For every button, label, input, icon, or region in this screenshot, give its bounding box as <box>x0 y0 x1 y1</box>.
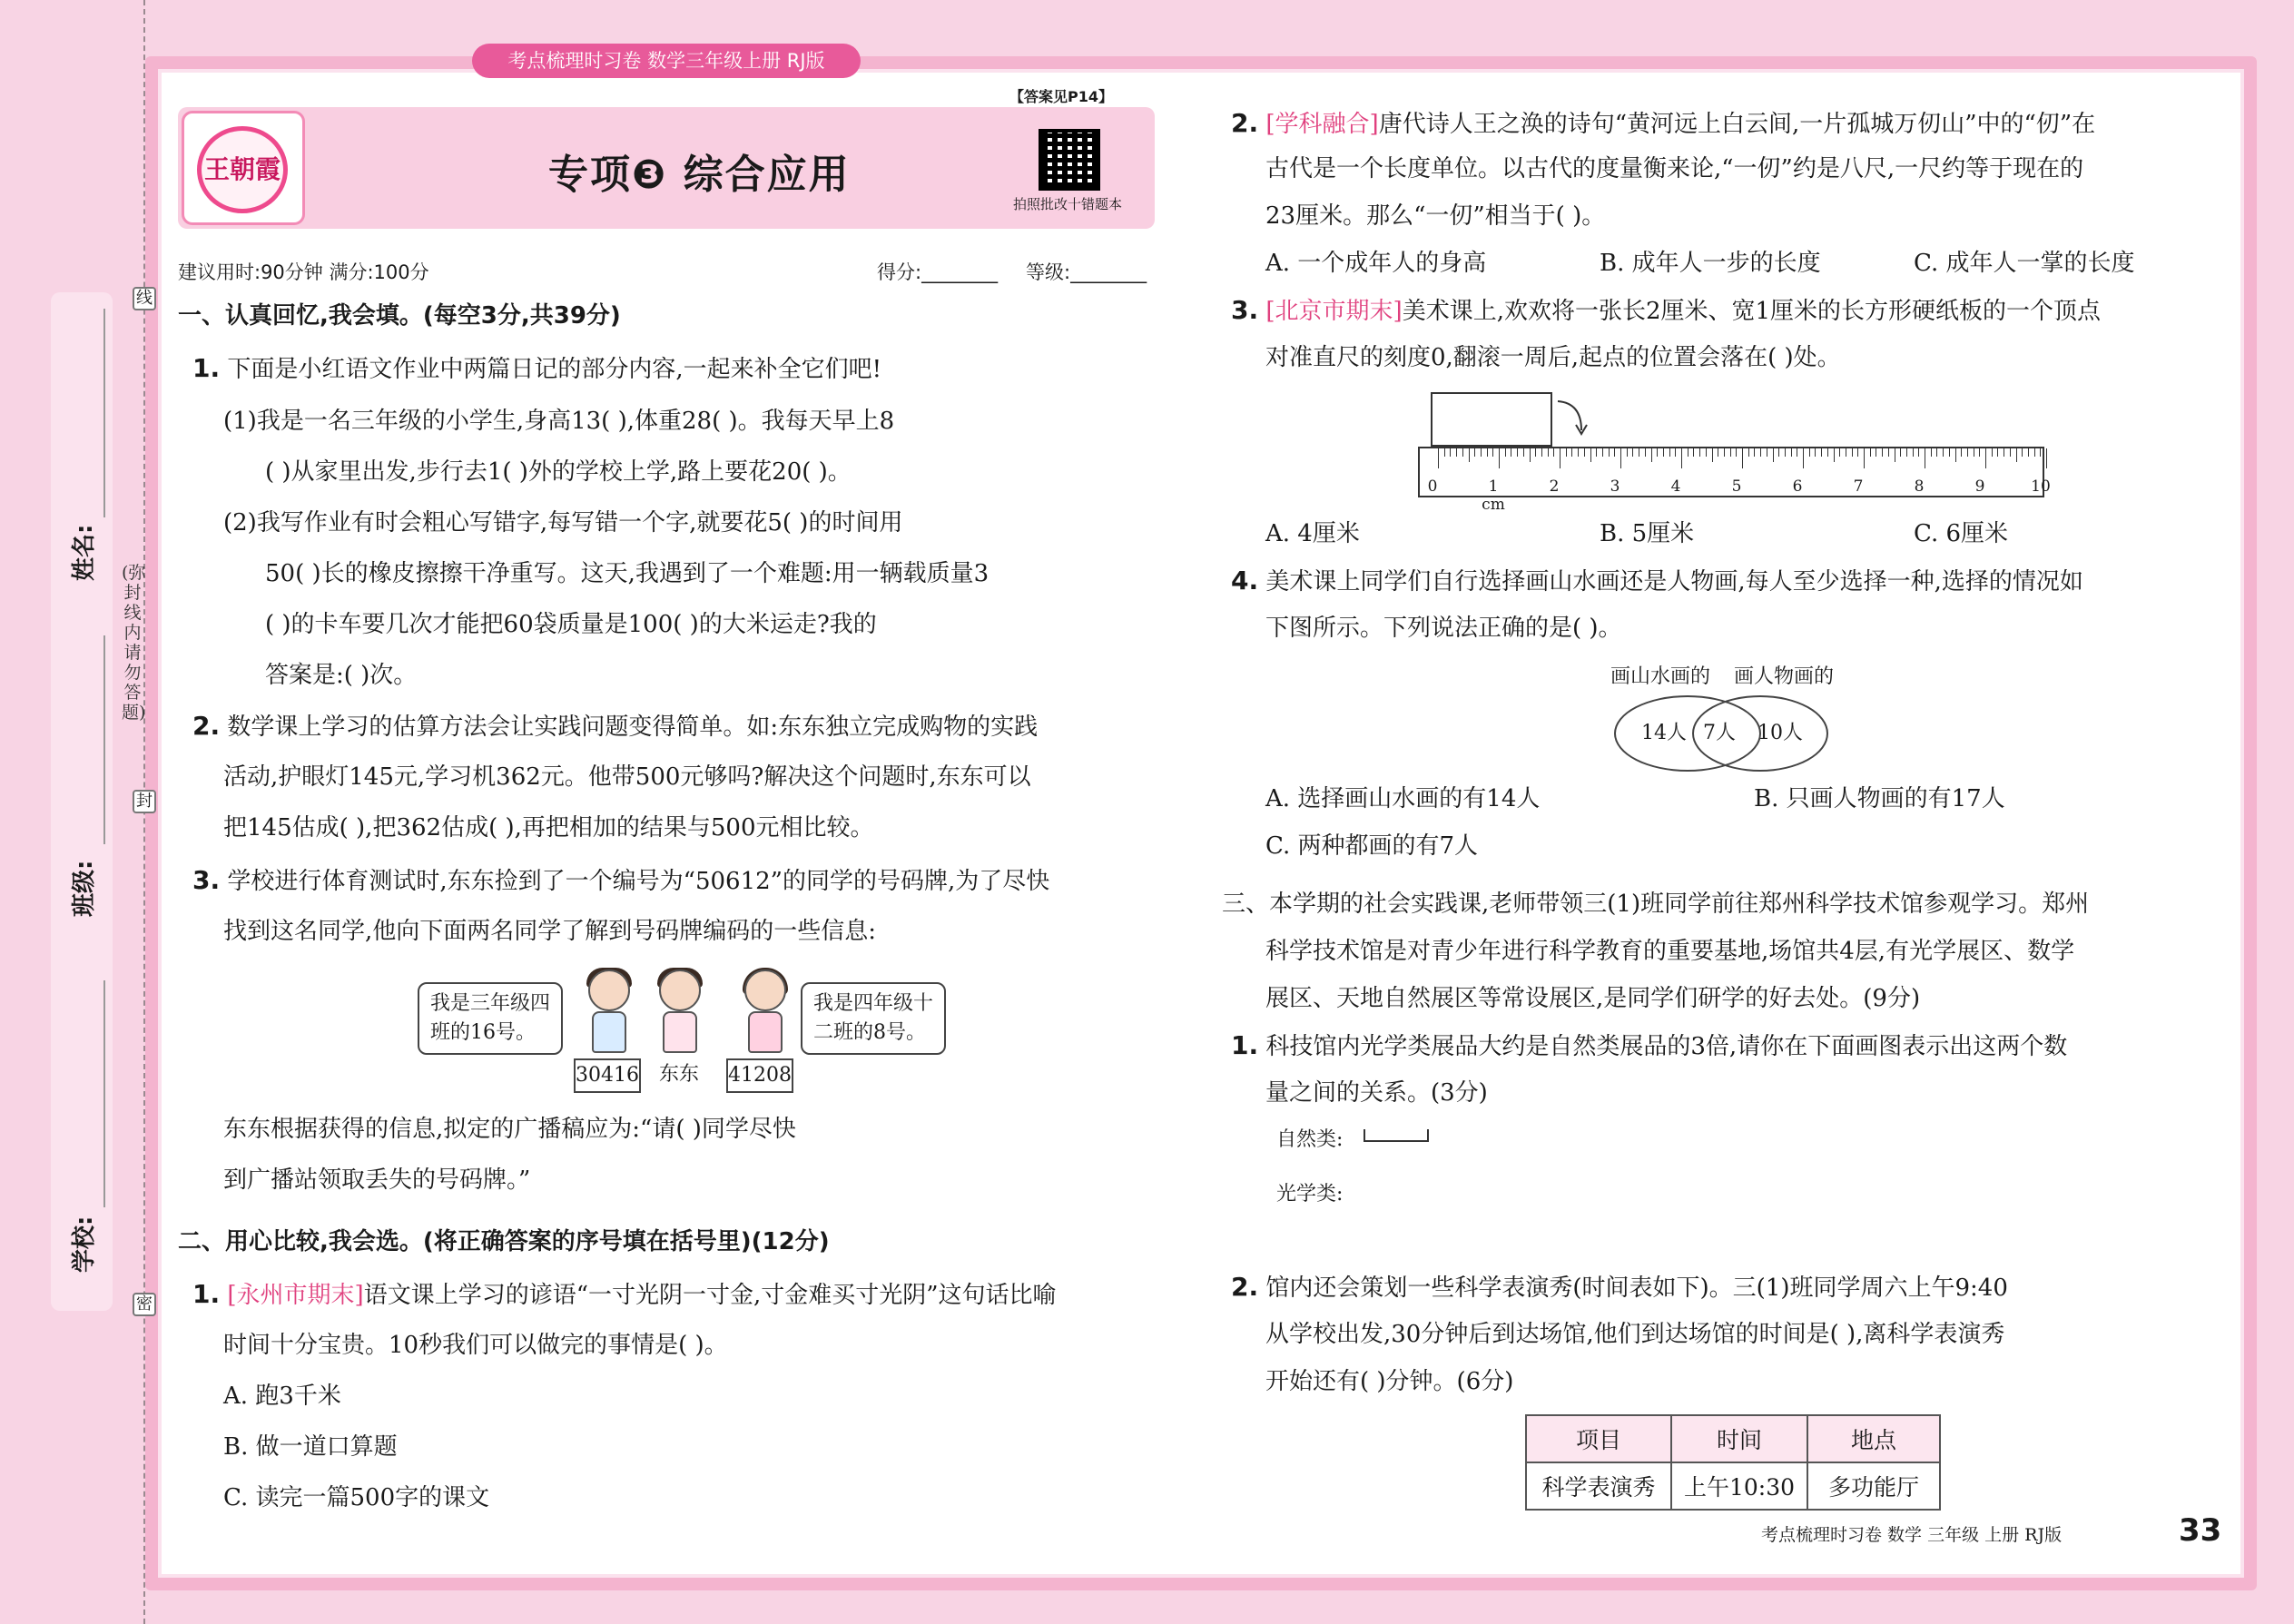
q2-line-2: 活动,护眼灯145元,学习机362元。他带500元够吗?解决这个问题时,东东可以 <box>223 763 1031 791</box>
ruler-label: 7 <box>1853 477 1864 496</box>
ruler-tick <box>1736 448 1737 457</box>
ruler-tick <box>1602 448 1603 457</box>
ruler-tick <box>1699 448 1700 457</box>
ruler-tick <box>1949 448 1950 457</box>
bubble-line: 班的16号。 <box>430 1021 536 1044</box>
ruler-tick <box>1456 448 1457 457</box>
ruler-tick <box>1961 448 1962 457</box>
ruler-tick <box>1541 448 1542 457</box>
ruler-tick <box>1474 448 1475 457</box>
venn-right-count: 10人 <box>1757 722 1803 744</box>
ruler-tick <box>1462 448 1463 457</box>
ruler-tick <box>1864 448 1865 468</box>
question-number: 4. <box>1231 566 1259 595</box>
ruler-tick <box>1469 448 1470 462</box>
ruler-tick <box>1620 448 1621 468</box>
table-header-row <box>1526 1415 1940 1462</box>
seal-line-mark: 线 <box>133 287 156 310</box>
ruler-label: 6 <box>1792 477 1803 496</box>
question-3 <box>192 864 1049 898</box>
ruler-tick <box>1900 448 1901 457</box>
table-cell: 多功能厅 <box>1807 1462 1940 1510</box>
venn-label-landscape: 画山水画的 <box>1610 665 1711 688</box>
ruler-tick <box>2010 448 2011 457</box>
rotate-arrow-icon <box>1554 396 1590 436</box>
seal-secret-mark: 密 <box>133 1293 156 1316</box>
ruler-tick <box>1657 448 1658 457</box>
bubble-line: 二班的8号。 <box>813 1021 926 1044</box>
question-text: 美术课上同学们自行选择画山水画还是人物画,每人至少选择一种,选择的情况如 <box>1265 568 2083 595</box>
speech-bubble-right <box>801 982 946 1055</box>
ruler-tick <box>1609 448 1610 457</box>
bubble-line: 我是三年级四 <box>430 992 551 1015</box>
q1-line-5: ( )的卡车要几次才能把60袋质量是100( )的大米运走?我的 <box>265 611 877 638</box>
name-label: 姓名: <box>71 524 98 581</box>
ruler-tick <box>1913 448 1914 457</box>
question-number: 2. <box>192 711 221 741</box>
q2-line-3: 把145估成( ),把362估成( ),再把相加的结果与500元相比较。 <box>223 814 874 842</box>
bubble-line: 我是四年级十 <box>813 992 934 1015</box>
ruler-tick <box>1724 448 1725 457</box>
option-c[interactable]: C. 成年人一掌的长度 <box>1914 250 2135 277</box>
ruler-tick <box>1578 448 1579 457</box>
ruler-tick <box>2046 448 2047 468</box>
question-number: 1. <box>192 1279 221 1309</box>
ruler-tick <box>1535 448 1536 457</box>
dongdong-label: 东东 <box>659 1063 700 1086</box>
student-figure-right <box>737 969 793 1060</box>
ruler-tick <box>1632 448 1633 457</box>
s2-question-1 <box>192 1278 1057 1312</box>
ruler-tick <box>1882 448 1883 457</box>
ruler-tick <box>1754 448 1755 457</box>
table-header-cell: 地点 <box>1807 1415 1940 1462</box>
ruler-tick <box>2034 448 2035 457</box>
s2-question-3 <box>1231 294 2101 328</box>
question-text: 馆内还会策划一些科学表演秀(时间表如下)。三(1)班同学周六上午9:40 <box>1265 1275 2008 1302</box>
s3q1-line-2: 量之间的关系。(3分) <box>1265 1079 1488 1107</box>
option-a[interactable]: A. 跑3千米 <box>223 1383 341 1410</box>
ruler-tick <box>1815 448 1816 457</box>
ruler-tick <box>1918 448 1919 457</box>
ruler-label: 9 <box>1974 477 1985 496</box>
ruler-tick <box>1688 448 1689 457</box>
ruler-tick <box>1809 448 1810 457</box>
question-number: 2. <box>1231 1272 1259 1302</box>
question-1 <box>192 352 881 386</box>
number-tag-left: 30416 <box>574 1058 641 1093</box>
ruler-tick <box>2022 448 2023 457</box>
s3-question-1 <box>1231 1029 2067 1063</box>
s3-question-2 <box>1231 1271 2008 1304</box>
ruler-tick <box>1821 448 1822 457</box>
nature-label: 自然类: <box>1276 1128 1344 1151</box>
q1-line-2: ( )从家里出发,步行去1( )外的学校上学,路上要花20( )。 <box>265 458 852 486</box>
ruler-tick <box>1530 448 1531 462</box>
ruler-tick <box>1651 448 1652 462</box>
ruler-tick <box>1760 448 1761 457</box>
ruler-tick <box>1778 448 1779 457</box>
segment-tick <box>1427 1129 1429 1142</box>
q3-line-4: 到广播站领取丢失的号码牌。” <box>223 1166 531 1194</box>
class-label: 班级: <box>71 860 98 917</box>
table-cell: 上午10:30 <box>1671 1462 1807 1510</box>
venn-middle-count: 7人 <box>1703 722 1736 744</box>
question-number: 1. <box>1231 1030 1259 1060</box>
question-number: 1. <box>192 353 221 383</box>
section-1-title: 一、认真回忆,我会填。(每空3分,共39分) <box>178 302 621 330</box>
series-tab: 考点梳理时习卷 数学三年级上册 RJ版 <box>472 44 861 78</box>
ruler-tick <box>1857 448 1858 457</box>
ruler-tick <box>1438 448 1439 468</box>
ruler-tick <box>1492 448 1493 457</box>
class-blank[interactable] <box>103 635 105 844</box>
seal-seal-mark: 封 <box>133 790 156 813</box>
s3q2-line-2: 从学校出发,30分钟后到达场馆,他们到达场馆的时间是( ),离科学表演秀 <box>1265 1321 2005 1348</box>
school-label: 学校: <box>71 1216 98 1273</box>
option-c[interactable]: C. 读完一篇500字的课文 <box>223 1484 490 1511</box>
ruler-tick <box>2040 448 2041 457</box>
table-header-cell: 时间 <box>1671 1415 1807 1462</box>
ruler-tick <box>1627 448 1628 457</box>
seal-notice: (弥封线内请勿答题) <box>122 563 146 723</box>
ruler <box>1418 447 2051 514</box>
footer-text: 考点梳理时习卷 数学 三年级 上册 RJ版 <box>1761 1525 2063 1545</box>
ruler-tick <box>1791 448 1792 457</box>
q1-line-3: (2)我写作业有时会粗心写错字,每写错一个字,就要花5( )的时间用 <box>223 509 903 536</box>
ruler-tick <box>1675 448 1676 457</box>
qr-code-icon[interactable] <box>1039 129 1100 191</box>
section-2-title: 二、用心比较,我会选。(将正确答案的序号填在括号里)(12分) <box>178 1228 830 1255</box>
ruler-tick <box>1566 448 1567 457</box>
ruler-tick <box>1584 448 1585 457</box>
question-number: 3. <box>192 865 221 895</box>
ruler-tick <box>1742 448 1743 468</box>
ruler-tick <box>1706 448 1707 457</box>
ruler-tick <box>1888 448 1889 457</box>
ruler-tick <box>1785 448 1786 457</box>
section-3-title: 三、本学期的社会实践课,老师带领三(1)班同学前往郑州科学技术馆参观学习。郑州 <box>1222 891 2090 918</box>
ruler-tick <box>1931 448 1932 457</box>
ruler-tick <box>1803 448 1804 468</box>
source-tag: [学科融合] <box>1265 111 1379 138</box>
question-2 <box>192 710 1038 743</box>
brand-logo-text: 王朝霞 <box>197 126 288 213</box>
question-number: 3. <box>1231 295 1259 325</box>
schedule-table <box>1525 1414 1941 1511</box>
ruler-tick <box>1663 448 1664 457</box>
s2-question-4 <box>1231 565 2083 598</box>
ruler-tick <box>1444 448 1445 457</box>
student-figure-dongdong <box>652 969 708 1060</box>
ruler-tick <box>1450 448 1451 457</box>
ruler-label: 10 <box>2031 477 2051 496</box>
question-text: 唐代诗人王之涣的诗句“黄河远上白云间,一片孤城万仞山”中的“仞”在 <box>1378 111 2096 138</box>
question-text: 学校进行体育测试时,东东捡到了一个编号为“50612”的同学的号码牌,为了尽快 <box>227 868 1050 895</box>
source-tag: [北京市期末] <box>1265 298 1403 325</box>
page-title: 专项❸ 综合应用 <box>548 152 851 198</box>
table-row <box>1526 1462 1940 1510</box>
ruler-tick <box>1548 448 1549 457</box>
section-3-line-2: 科学技术馆是对青少年进行科学教育的重要基地,场馆共4层,有光学展区、数学 <box>1265 938 2075 965</box>
optics-label: 光学类: <box>1276 1183 1344 1206</box>
s2q2-line-3: 23厘米。那么“一仞”相当于( )。 <box>1265 202 1606 230</box>
ruler-tick <box>1553 448 1554 457</box>
cardboard-rectangle <box>1431 392 1552 447</box>
brand-logo <box>182 111 305 225</box>
question-text: 数学课上学习的估算方法会让实践问题变得简单。如:东东独立完成购物的实践 <box>227 714 1039 741</box>
ruler-tick <box>1943 448 1944 457</box>
option-b[interactable]: B. 做一道口算题 <box>223 1433 398 1461</box>
venn-left-count: 14人 <box>1641 722 1687 744</box>
q1-line-4: 50( )长的橡皮擦擦干净重写。这天,我遇到了一个难题:用一辆载质量3 <box>265 560 989 587</box>
school-blank[interactable] <box>103 980 105 1207</box>
ruler-tick <box>1523 448 1524 457</box>
ruler-tick <box>1693 448 1694 457</box>
s2q4-line-2: 下图所示。下列说法正确的是( )。 <box>1265 615 1622 642</box>
ruler-tick <box>1997 448 1998 457</box>
ruler-tick <box>1839 448 1840 457</box>
ruler-tick <box>1936 448 1937 457</box>
ruler-tick <box>2028 448 2029 457</box>
ruler-tick <box>1571 448 1572 457</box>
ruler-tick <box>1614 448 1615 457</box>
s2q1-line-2: 时间十分宝贵。10秒我们可以做完的事情是( )。 <box>223 1332 728 1359</box>
question-text: 语文课上学习的谚语“一寸光阴一寸金,寸金难买寸光阴”这句话比喻 <box>363 1282 1057 1309</box>
ruler-label: 2 <box>1549 477 1560 496</box>
section-3-line-3: 展区、天地自然展区等常设展区,是同学们研学的好去处。(9分) <box>1265 985 1921 1012</box>
ruler-label: 4 <box>1670 477 1681 496</box>
ruler-tick <box>1505 448 1506 457</box>
ruler-label: 3 <box>1610 477 1620 496</box>
ruler-tick <box>1748 448 1749 457</box>
score-field[interactable]: 得分:________ <box>877 261 999 283</box>
source-tag: [永州市期末] <box>227 1282 364 1309</box>
page-number: 33 <box>2179 1512 2222 1549</box>
ruler-tick <box>1481 448 1482 457</box>
ruler-tick <box>1730 448 1731 457</box>
grade-field[interactable]: 等级:________ <box>1026 261 1147 283</box>
time-info: 建议用时:90分钟 满分:100分 <box>178 261 429 283</box>
nature-segment <box>1364 1140 1429 1142</box>
option-b[interactable]: B. 只画人物画的有17人 <box>1754 785 2005 812</box>
ruler-tick <box>1681 448 1682 468</box>
ruler-tick <box>1967 448 1968 457</box>
answer-reference: 【答案见P14】 <box>1009 88 1113 105</box>
s2q2-line-2: 古代是一个长度单位。以古代的度量衡来论,“一仞”约是八尺,一尺约等于现在的 <box>1265 155 2084 182</box>
ruler-tick <box>1669 448 1670 457</box>
s2q3-line-2: 对准直尺的刻度0,翻滚一周后,起点的位置会落在( )处。 <box>1265 344 1841 371</box>
question-text: 美术课上,欢欢将一张长2厘米、宽1厘米的长方形硬纸板的一个顶点 <box>1402 298 2102 325</box>
q3-line-3: 东东根据获得的信息,拟定的广播稿应为:“请( )同学尽快 <box>223 1116 796 1143</box>
ruler-tick <box>1517 448 1518 457</box>
ruler-tick <box>1712 448 1713 462</box>
ruler-tick <box>1906 448 1907 457</box>
table-cell: 科学表演秀 <box>1526 1462 1671 1510</box>
ruler-tick <box>1827 448 1828 457</box>
ruler-tick <box>1560 448 1561 468</box>
ruler-tick <box>1955 448 1956 462</box>
question-number: 2. <box>1231 108 1259 138</box>
q1-line-1: (1)我是一名三年级的小学生,身高13( ),体重28( )。我每天早上8 <box>223 408 895 435</box>
option-b[interactable]: B. 5厘米 <box>1600 520 1695 547</box>
ruler-label: 1 cm <box>1482 477 1505 514</box>
number-tag-right: 41208 <box>726 1058 793 1093</box>
ruler-tick <box>1985 448 1986 468</box>
ruler-tick <box>1979 448 1980 457</box>
ruler-tick <box>1992 448 1993 457</box>
ruler-tick <box>1870 448 1871 457</box>
ruler-tick <box>1590 448 1591 462</box>
s3q2-line-3: 开始还有( )分钟。(6分) <box>1265 1368 1514 1395</box>
option-c[interactable]: C. 两种都画的有7人 <box>1265 832 1479 860</box>
ruler-tick <box>1645 448 1646 457</box>
option-a[interactable]: A. 选择画山水画的有14人 <box>1265 785 1541 812</box>
speech-bubble-left <box>418 982 563 1055</box>
question-text: 下面是小红语文作业中两篇日记的部分内容,一起来补全它们吧! <box>227 356 882 383</box>
option-b[interactable]: B. 成年人一步的长度 <box>1600 250 1821 277</box>
ruler-tick <box>1834 448 1835 462</box>
segment-tick <box>1364 1129 1365 1142</box>
venn-label-portrait: 画人物画的 <box>1734 665 1835 688</box>
table-header-cell: 项目 <box>1526 1415 1671 1462</box>
ruler-tick <box>1773 448 1774 462</box>
ruler-label: 5 <box>1731 477 1742 496</box>
student-figure-left <box>581 969 637 1060</box>
q1-line-6: 答案是:( )次。 <box>265 662 418 689</box>
option-a[interactable]: A. 一个成年人的身高 <box>1265 250 1487 277</box>
option-c[interactable]: C. 6厘米 <box>1914 520 2009 547</box>
question-text: 科技馆内光学类展品大约是自然类展品的3倍,请你在下面画图表示出这两个数 <box>1265 1033 2068 1060</box>
ruler-label: 0 <box>1427 477 1438 496</box>
q3-line-2: 找到这名同学,他向下面两名同学了解到号码牌编码的一些信息: <box>223 918 877 945</box>
ruler-tick <box>1852 448 1853 457</box>
ruler-tick <box>1487 448 1488 457</box>
ruler-tick <box>1499 448 1500 468</box>
ruler-label: 8 <box>1914 477 1925 496</box>
ruler-tick <box>1596 448 1597 457</box>
s2-question-2 <box>1231 107 2095 141</box>
ruler-tick <box>2016 448 2017 462</box>
name-blank[interactable] <box>103 309 105 517</box>
qr-caption: 拍照批改十错题本 <box>1013 196 1123 212</box>
option-a[interactable]: A. 4厘米 <box>1265 520 1360 547</box>
